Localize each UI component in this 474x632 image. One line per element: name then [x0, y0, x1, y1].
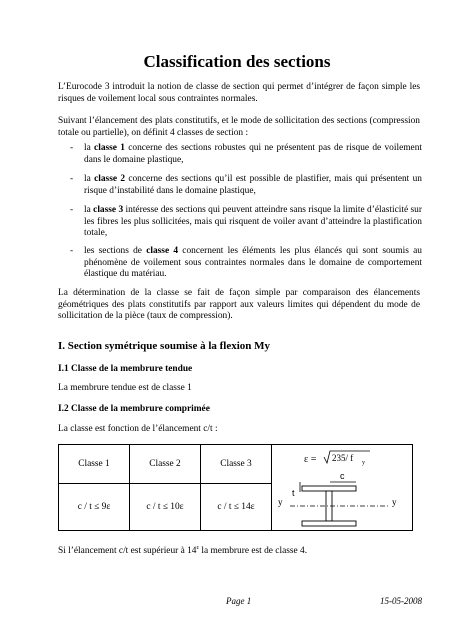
conclusion-paragraph — [58, 546, 420, 558]
subsection-heading-tension: I.1 Classe de la membrure tendue — [58, 364, 193, 374]
bullet-text: la — [84, 143, 95, 153]
compression-text: La classe est fonction de l’élancement c/t : — [58, 424, 218, 434]
determination-paragraph: La détermination de la classe se fait de façon simple par comparaison des élancements géométriques des plats constitutifs par rapport aux valeurs limites qui dépendent du mode de sollicitation de la pièce (taux de compression). — [58, 288, 420, 322]
classification-table — [58, 444, 413, 531]
bullet-dash: - — [70, 205, 74, 215]
table-limit-cell: c / t ≤ 10ε — [130, 484, 201, 531]
ibeam-diagram — [272, 448, 412, 528]
bullet-text: la — [84, 205, 94, 215]
conclusion-text: la membrure est de classe 4. — [199, 546, 308, 556]
c-label: c — [340, 470, 345, 481]
section-heading: I. Section symétrique soumise à la flexion My — [58, 340, 271, 352]
intro-paragraph-2: Suivant l’élancement des plats constitutifs, et le mode de sollicitation des sections (compression totale ou partielle), on définit 4 classes de section : — [58, 116, 420, 138]
bullet-text: les sections de — [84, 246, 147, 256]
bullet-class-4 — [70, 246, 422, 281]
bullet-dash: - — [70, 246, 74, 256]
bullet-dash: - — [70, 174, 74, 184]
sqrt-content: 235/ f — [332, 452, 354, 463]
top-flange — [302, 486, 356, 491]
bullet-dash: - — [70, 143, 74, 153]
bullet-text: intéresse des sections qui peuvent atteindre sans risque la limite d’élasticité sur les fibres les plus sollicitées, mais qui risquent de voiler avant d’atteindre la plastification totale, — [84, 205, 422, 239]
page-title: Classification des sections — [143, 52, 331, 71]
bullet-bold: classe 1 — [94, 143, 125, 153]
footer-page-number: Page 1 — [226, 596, 252, 606]
y-axis-label-left: y — [278, 496, 283, 507]
subsection-heading-compression: I.2 Classe de la membrure comprimée — [58, 404, 210, 414]
ibeam-figure-cell — [272, 445, 413, 531]
table-limit-cell: c / t ≤ 14ε — [201, 484, 272, 531]
bullet-class-1 — [70, 143, 422, 166]
t-label: t — [292, 487, 295, 498]
y-axis-label-right: y — [392, 496, 397, 507]
bullet-text: la — [84, 174, 95, 184]
bullet-text: concerne des sections qu’il est possible de plastifier, mais qui présentent un risque d’instabilité dans le domaine plastique, — [84, 174, 422, 196]
table-header-cell: Classe 2 — [130, 445, 201, 484]
footer-date: 15-05-2008 — [380, 596, 422, 606]
sqrt-subscript: y — [362, 459, 365, 466]
bullet-bold: classe 3 — [93, 205, 124, 215]
bottom-flange — [302, 521, 356, 526]
bullet-class-3 — [70, 205, 422, 240]
intro-paragraph-1: L’Eurocode 3 introduit la notion de classe de section qui permet d’intégrer de façon simple les risques de voilement local sous contraintes normales. — [58, 82, 420, 104]
bullet-bold: classe 4 — [146, 246, 179, 256]
table-header-cell: Classe 1 — [59, 445, 130, 484]
bullet-bold: classe 2 — [94, 174, 126, 184]
conclusion-superscript: ε — [196, 544, 200, 551]
conclusion-text: Si l’élancement c/t est supérieur à 14 — [58, 546, 197, 556]
table-header-cell: Classe 3 — [201, 445, 272, 484]
table-limit-cell: c / t ≤ 9ε — [59, 484, 130, 531]
epsilon-formula: ε = — [304, 453, 317, 465]
bullet-text: concernent les éléments les plus élancés qui sont soumis au phénomène de voilement sous contraintes normales dans le domaine de comportement élastique du matériau. — [84, 246, 422, 280]
bullet-class-2 — [70, 174, 422, 197]
bullet-text: concerne des sections robustes qui ne présentent pas de risque de voilement dans le domaine plastique, — [84, 143, 422, 165]
tension-text: La membrure tendue est de classe 1 — [58, 383, 192, 393]
